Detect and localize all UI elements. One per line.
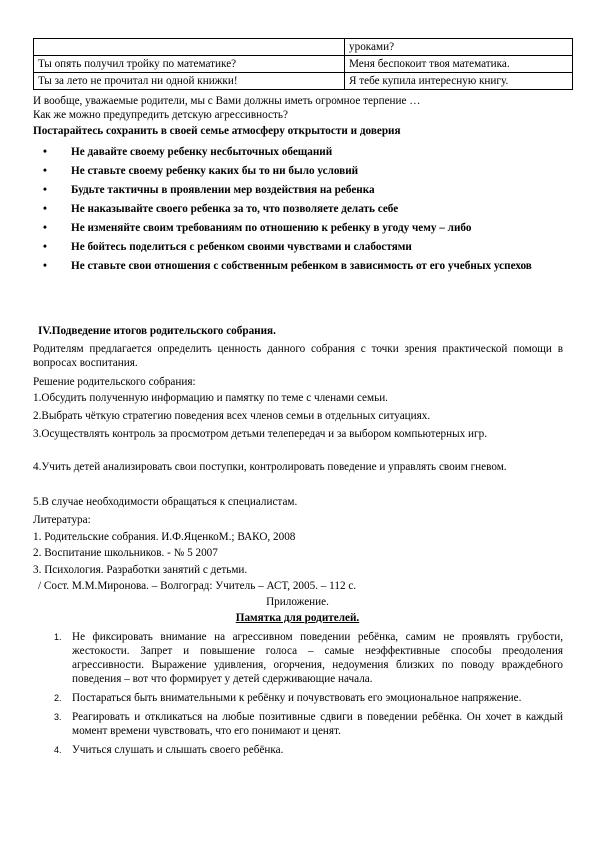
memo-text: Не фиксировать внимание на агрессивном поведении ребёнка, самим не проявлять грубости, жестокости. Запрет и повышение голоса – самые неэффективные способы преодоления агрессивности. Выражение удивления, огорчения, недоумения близких по поводу враждебного поведения – вот что формирует у детей сдерживающие начала. [72, 631, 563, 685]
tip-text: Не бойтесь поделиться с ребенком своими чувствами и слабостями [71, 241, 412, 253]
list-item [33, 165, 563, 178]
bullet-icon: • [43, 222, 47, 234]
bullet-icon: • [43, 184, 47, 196]
list-item [33, 184, 563, 197]
list-number: 2. [54, 693, 62, 703]
tip-text: Не ставьте своему ребенку каких бы то ни было условий [71, 165, 359, 177]
tip-text: Не наказывайте своего ребенка за то, что позволяете делать себе [71, 203, 399, 215]
table-cell: Ты опять получил тройку по математике? [34, 56, 345, 73]
intro-line-3: Постарайтесь сохранить в своей семье атмосферу открытости и доверия [33, 125, 401, 137]
tips-list [33, 146, 563, 279]
table-cell: Ты за лето не прочитал ни одной книжки! [34, 73, 345, 90]
bullet-icon: • [43, 260, 47, 272]
list-item [33, 146, 563, 159]
bullet-icon: • [43, 241, 47, 253]
list-item [33, 691, 563, 705]
bullet-icon: • [43, 165, 47, 177]
memo-text: Постараться быть внимательными к ребёнку и почувствовать его эмоциональное напряжение. [72, 692, 522, 704]
tip-text: Не давайте своему ребенку несбыточных обещаний [71, 146, 333, 158]
table-row [34, 39, 573, 56]
literature-item: 2. Воспитание школьников. - № 5 2007 [33, 547, 218, 559]
section-paragraph: Родителям предлагается определить ценность данного собрания с точки зрения практической помощи в вопросах воспитания. [33, 343, 563, 369]
list-number: 4. [54, 745, 62, 755]
list-number: 3. [54, 712, 62, 722]
appendix-label: Приложение. [266, 596, 329, 608]
bullet-icon: • [43, 203, 47, 215]
list-item [33, 710, 563, 738]
list-item [33, 203, 563, 216]
decision-item: 1.Обсудить полученную информацию и памятку по теме с членами семьи. [33, 392, 388, 404]
table-row [34, 73, 573, 90]
bullet-icon: • [43, 146, 47, 158]
literature-item: / Сост. М.М.Миронова. – Волгоград: Учитель – АСТ, 2005. – 112 с. [38, 580, 357, 592]
table-cell: уроками? [345, 39, 573, 56]
list-number: 1. [54, 632, 62, 642]
table-cell [34, 39, 345, 56]
decision-item: 3.Осуществлять контроль за просмотром детьми телепередач и за выбором компьютерных игр. [33, 428, 487, 440]
section-heading: IV.Подведение итогов родительского собрания. [38, 325, 276, 337]
memo-text: Учиться слушать и слышать своего ребёнка. [72, 744, 284, 756]
literature-item: 3. Психология. Разработки занятий с детьми. [33, 564, 248, 576]
table-cell: Меня беспокоит твоя математика. [345, 56, 573, 73]
list-item [33, 260, 563, 273]
appendix-title: Памятка для родителей. [235, 612, 360, 624]
tip-text: Будьте тактичны в проявлении мер воздействия на ребенка [71, 184, 375, 196]
table-row [34, 56, 573, 73]
list-item [33, 241, 563, 254]
intro-line-2: Как же можно предупредить детскую агрессивность? [33, 109, 288, 121]
decision-item: 2.Выбрать чёткую стратегию поведения всех членов семьи в отдельных ситуациях. [33, 410, 431, 422]
literature-title: Литература: [33, 514, 91, 526]
decision-item: 4.Учить детей анализировать свои поступки, контролировать поведение и управлять своим гневом. [33, 461, 507, 473]
phrases-table [33, 38, 573, 90]
literature-item: 1. Родительские собрания. И.Ф.ЯценкоМ.; ВАКО, 2008 [33, 531, 296, 543]
list-item [33, 743, 563, 757]
memo-list [33, 630, 563, 762]
memo-text: Реагировать и откликаться на любые позитивные сдвиги в поведении ребёнка. Он хочет в каждый момент времени чувствовать, что его понимают и ценят. [72, 711, 563, 737]
tip-text: Не изменяйте своим требованиям по отношению к ребенку в угоду чему – либо [71, 222, 472, 234]
tip-text: Не ставьте свои отношения с собственным ребенком в зависимость от его учебных успехов [71, 260, 532, 272]
list-item [33, 222, 563, 235]
appendix-title-wrap [0, 612, 595, 624]
decision-item: 5.В случае необходимости обращаться к специалистам. [33, 496, 298, 508]
list-item [33, 630, 563, 686]
intro-line-1: И вообще, уважаемые родители, мы с Вами должны иметь огромное терпение … [33, 95, 421, 107]
decision-title: Решение родительского собрания: [33, 376, 196, 388]
table-cell: Я тебе купила интересную книгу. [345, 73, 573, 90]
